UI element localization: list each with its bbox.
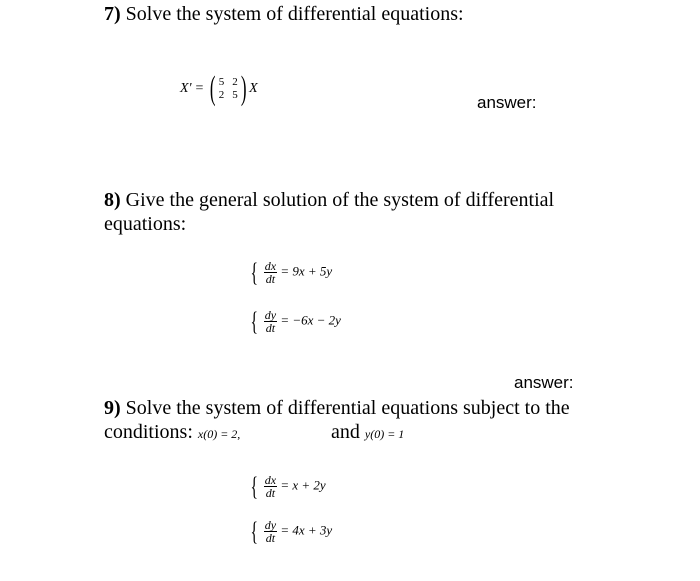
problem-9-eq2-rhs: = 4x + 3y [280,522,333,538]
problem-9-conditions-label: conditions: [104,421,193,443]
problem-8-eq2-den: dt [265,321,276,335]
problem-9-eq2-num: dy [264,518,277,532]
problem-7-equals: = [195,81,204,96]
problem-8-eq2-fraction [264,309,277,334]
problem-9-prompt-line2 [104,420,240,446]
problem-7-equation [180,70,258,107]
problem-7-prompt: Solve the system of differential equations: [125,3,464,25]
problem-9-prompt-line1: Solve the system of differential equations subject to the [125,397,570,419]
matrix-cell-r2c2: 5 [232,89,238,101]
problem-8-equation-1: { $\frac{dx}{dt}$ = 9x + 5y [250,257,333,287]
problem-8-eq1-fraction [264,260,277,285]
problem-8-prompt-line2: equations: [104,213,187,235]
problem-7-lhs: X' [180,81,192,96]
coefficient-matrix: ( 5 2 2 5 ) [210,70,247,107]
problem-8-eq2-num: dy [264,308,277,322]
problem-8-eq2-rhs: = −6x − 2y [280,312,341,328]
problem-8-eq1-num: dx [264,259,277,273]
problem-7-number: 7) [104,3,121,25]
problem-9-and-word: and [331,421,360,443]
problem-8-eq1-rhs: = 9x + 5y [280,263,333,279]
problem-9-eq1-num: dx [264,473,277,487]
problem-9-eq2-den: dt [265,531,276,545]
problem-9-equation-2: { $\frac{dy}{dt}$ = 4x + 3y [250,516,333,546]
problem-9-eq1-fraction [264,474,277,499]
problem-9-condition-y: y(0) = 1 [364,427,405,441]
problem-9-equation-1: { $\frac{dx}{dt}$ = x + 2y [250,471,326,501]
matrix-cell-r1c2: 2 [232,76,238,88]
problem-9-number: 9) [104,397,121,419]
problem-8-heading-line1 [104,188,554,212]
problem-7-heading [104,2,464,26]
problem-8-prompt-line1: Give the general solution of the system of differential [125,189,555,211]
problem-9-eq1-rhs: = x + 2y [280,477,326,493]
problem-7-answer-label: answer: [477,93,537,112]
problem-9-heading-line1 [104,396,570,420]
problem-9-eq1-den: dt [265,486,276,500]
problem-8-answer-label: answer: [514,373,574,392]
problem-9-condition-group [331,420,404,446]
matrix-cell-r2c1: 2 [218,89,225,101]
problem-8-number: 8) [104,189,121,211]
problem-9-eq2-fraction [264,519,277,544]
problem-8-equation-2: { $\frac{dy}{dt}$ = −6x − 2y [250,306,341,336]
problem-8-eq1-den: dt [265,272,276,286]
problem-9-condition-x: x(0) = 2, [197,427,241,441]
problem-7-rhs-var: X [249,81,258,96]
matrix-cell-r1c1: 5 [218,76,225,88]
